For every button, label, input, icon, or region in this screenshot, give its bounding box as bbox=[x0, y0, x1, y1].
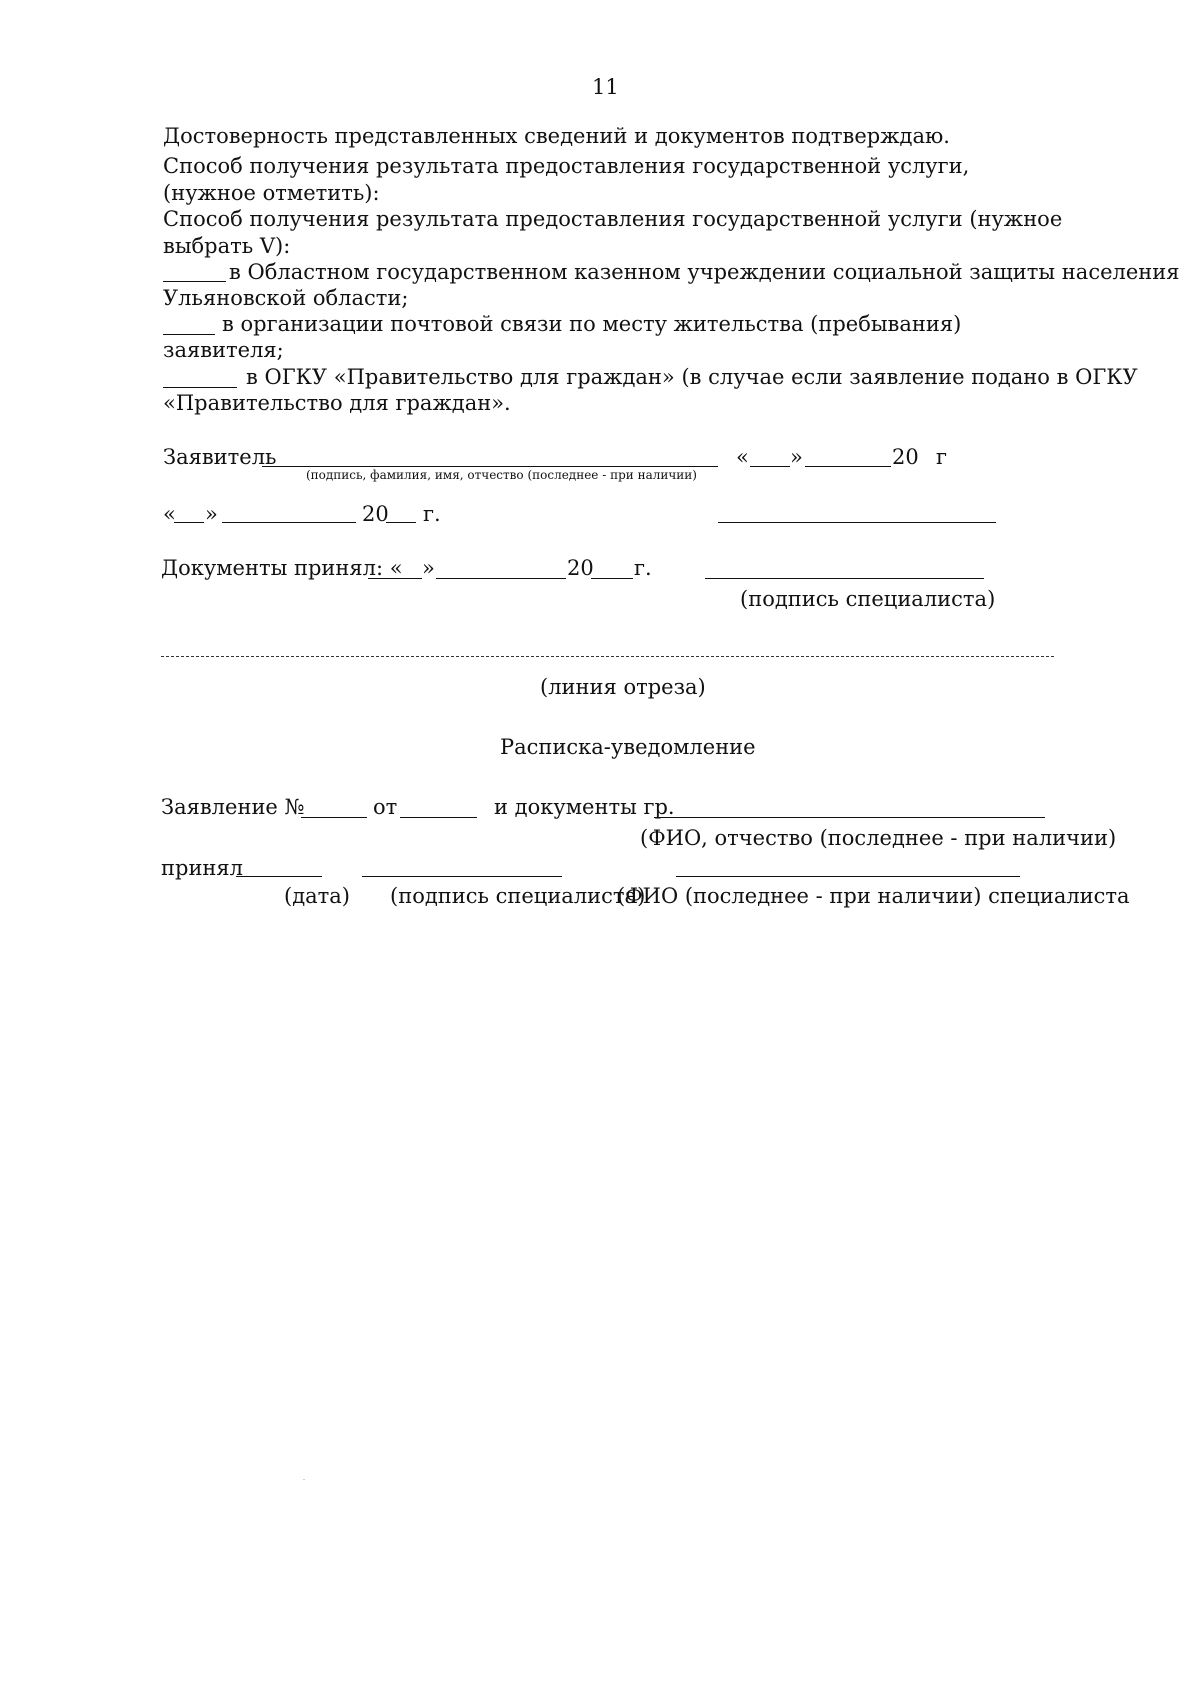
receipt-accepted-label: принял bbox=[161, 856, 244, 880]
docs-month-line[interactable] bbox=[436, 578, 566, 579]
date2-year: 20 bbox=[362, 502, 389, 526]
option1-line1: в Областном государственном казенном учреждении социальной защиты населения bbox=[229, 260, 1180, 284]
receipt-docs-label: и документы гр. bbox=[494, 795, 675, 819]
receipt-number-line[interactable] bbox=[301, 817, 367, 818]
applicant-g: г bbox=[936, 445, 948, 469]
applicant-day-line[interactable] bbox=[750, 466, 790, 467]
option2-line1: в организации почтовой связи по месту жительства (пребывания) bbox=[222, 312, 962, 336]
cut-line-caption: (линия отреза) bbox=[540, 675, 706, 699]
receipt-signature-line[interactable] bbox=[362, 876, 562, 877]
option3-line2: «Правительство для граждан». bbox=[163, 391, 511, 415]
scan-speck bbox=[303, 1479, 305, 1480]
receipt-application-label: Заявление № bbox=[161, 795, 305, 819]
specialist-signature-line[interactable] bbox=[705, 578, 984, 579]
date2-signature-line[interactable] bbox=[718, 522, 996, 523]
caption-fio: (ФИО (последнее - при наличии) специалиста bbox=[617, 884, 1130, 908]
docs-year-line[interactable] bbox=[591, 578, 633, 579]
option3-checkbox-line[interactable] bbox=[163, 387, 237, 388]
date2-close: » bbox=[205, 502, 218, 526]
method1-line2: (нужное отметить): bbox=[163, 181, 380, 205]
confirm-text: Достоверность представленных сведений и документов подтверждаю. bbox=[163, 124, 950, 148]
page-number: 11 bbox=[592, 75, 619, 99]
receipt-fio-line[interactable] bbox=[654, 817, 1045, 818]
cut-line bbox=[161, 656, 1054, 657]
caption-signature: (подпись специалиста) bbox=[390, 884, 646, 908]
docs-accepted-g: г. bbox=[634, 556, 652, 580]
docs-day-line[interactable] bbox=[368, 578, 422, 579]
date2-open: « bbox=[163, 502, 176, 526]
applicant-date-open: « bbox=[736, 445, 749, 469]
option1-checkbox-line[interactable] bbox=[163, 281, 226, 282]
receipt-specialist-fio-line[interactable] bbox=[676, 876, 1020, 877]
method1-line1: Способ получения результата предоставления государственной услуги, bbox=[163, 154, 970, 178]
docs-accepted-close: » bbox=[422, 556, 435, 580]
applicant-month-line[interactable] bbox=[805, 466, 891, 467]
method2-line2: выбрать V): bbox=[163, 234, 291, 258]
receipt-from-date-line[interactable] bbox=[400, 817, 477, 818]
applicant-caption: (подпись, фамилия, имя, отчество (последнее - при наличии) bbox=[306, 468, 697, 482]
applicant-date-close: » bbox=[790, 445, 803, 469]
date2-month-line[interactable] bbox=[222, 522, 356, 523]
date2-day-line[interactable] bbox=[174, 522, 204, 523]
specialist-signature-caption: (подпись специалиста) bbox=[740, 587, 996, 611]
caption-date: (дата) bbox=[284, 884, 350, 908]
receipt-fio-caption: (ФИО, отчество (последнее - при наличии) bbox=[640, 826, 1117, 850]
option3-line1: в ОГКУ «Правительство для граждан» (в случае если заявление подано в ОГКУ bbox=[246, 365, 1138, 389]
option2-line2: заявителя; bbox=[163, 338, 284, 362]
option2-checkbox-line[interactable] bbox=[163, 334, 215, 335]
method2-line1: Способ получения результата предоставления государственной услуги (нужное bbox=[163, 207, 1063, 231]
receipt-title: Расписка-уведомление bbox=[500, 735, 756, 759]
docs-accepted-label: Документы принял: « bbox=[161, 556, 403, 580]
option1-line2: Ульяновской области; bbox=[163, 286, 409, 310]
date2-year-line[interactable] bbox=[386, 522, 416, 523]
applicant-signature-line[interactable] bbox=[262, 466, 718, 467]
receipt-date-line[interactable] bbox=[236, 876, 322, 877]
applicant-label: Заявитель bbox=[163, 445, 277, 469]
date2-g: г. bbox=[423, 502, 441, 526]
docs-accepted-year: 20 bbox=[567, 556, 594, 580]
receipt-from-label: от bbox=[373, 795, 398, 819]
applicant-year: 20 bbox=[892, 445, 919, 469]
